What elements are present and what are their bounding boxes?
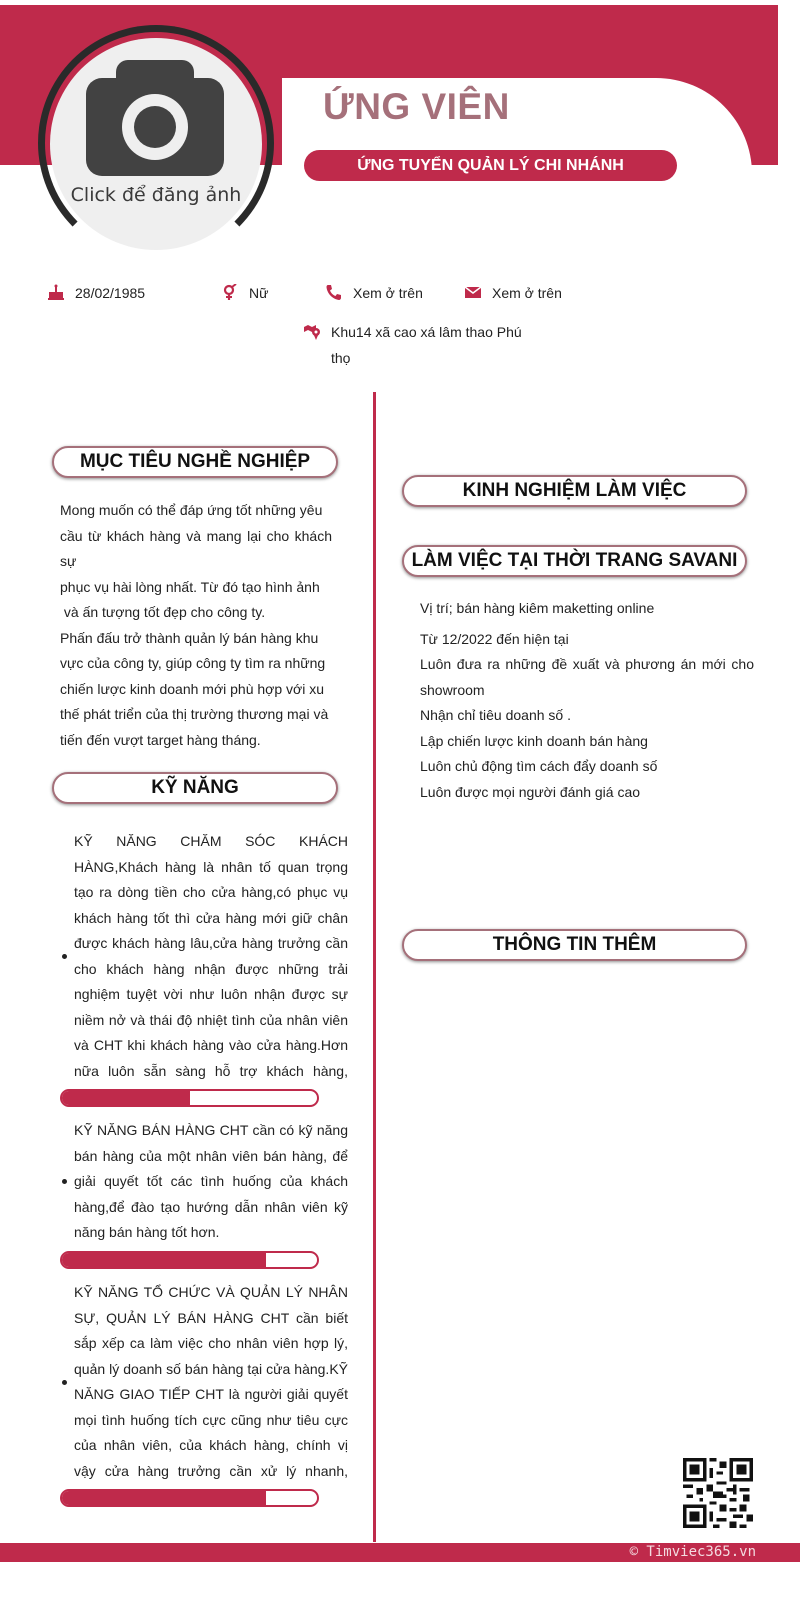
experience-line: Luôn đưa ra những đề xuất và phương án mới cho showroom <box>420 656 754 698</box>
skill-item-1 <box>62 829 348 1110</box>
contact-birthday <box>47 285 145 301</box>
skill-item-2 <box>62 1118 348 1246</box>
experience-company: LÀM VIỆC TẠI THỜI TRANG SAVANI <box>402 545 747 577</box>
address-line-2: thọ <box>331 349 351 366</box>
objective-p1: Mong muốn có thể đáp ứng tốt những yêu cầu từ khách hàng và mang lại cho khách sự phục vụ hài lòng nhất. Từ đó tạo hình ảnh và ấn tượng tốt đẹp cho công ty. <box>60 502 332 620</box>
gender-value: Nữ <box>249 285 269 301</box>
candidate-name: ỨNG VIÊN <box>323 86 510 127</box>
experience-line: Luôn được mọi người đánh giá cao <box>420 783 641 800</box>
bullet-icon <box>62 1179 67 1184</box>
avatar-upload-label: Click để đăng ảnh <box>70 184 242 206</box>
map-marker-icon <box>303 324 321 340</box>
objective-p2: Phấn đấu trở thành quản lý bán hàng khu vực của công ty, giúp công ty tìm ra những chiến lược kinh doanh mới phù hợp với xu thế phát triển của thị trường thương mại và tiến đến vượt target hàng tháng. <box>60 629 329 748</box>
envelope-icon <box>464 284 482 300</box>
skill-2-level-fill <box>62 1253 266 1267</box>
address-line-1: Khu14 xã cao xá lâm thao Phú <box>331 324 522 340</box>
footer-watermark: © Timviec365.vn <box>629 1544 756 1560</box>
contact-address <box>303 320 522 371</box>
birthday-cake-icon <box>47 284 65 300</box>
contact-gender <box>221 285 268 301</box>
experience-line: Nhận chỉ tiêu doanh số . <box>420 707 571 723</box>
section-title-objective: MỤC TIÊU NGHỀ NGHIỆP <box>52 446 338 478</box>
experience-line: Vị trí; bán hàng kiêm maketting online <box>420 600 655 616</box>
skill-2-text: KỸ NĂNG BÁN HÀNG CHT cần có kỹ năng bán hàng của một nhân viên bán hàng, để giải quyết tốt các tình huống của khách hàng,để đào tạo hướng dẫn nhân viên kỹ năng bán hàng tốt hơn. <box>74 1122 348 1240</box>
experience-line: Luôn chủ động tìm cách đẩy doanh số <box>420 758 658 774</box>
experience-line: Lập chiến lược kinh doanh bán hàng <box>420 732 648 749</box>
skill-3-level-bar <box>60 1489 319 1507</box>
skill-2-level-bar <box>60 1251 319 1269</box>
section-title-skills: KỸ NĂNG <box>52 772 338 804</box>
section-title-extra: THÔNG TIN THÊM <box>402 929 747 961</box>
bullet-icon <box>62 954 67 959</box>
contact-email <box>464 285 562 301</box>
candidate-position: ỨNG TUYỂN QUẢN LÝ CHI NHÁNH <box>304 150 677 181</box>
birthday-value: 28/02/1985 <box>75 285 146 301</box>
bullet-icon <box>62 1380 67 1385</box>
phone-icon <box>325 284 343 300</box>
section-title-experience: KINH NGHIỆM LÀM VIỆC <box>402 475 747 507</box>
experience-line: Từ 12/2022 đến hiện tại <box>420 630 569 647</box>
experience-details <box>420 596 754 805</box>
column-divider <box>373 392 376 1542</box>
qr-code-icon <box>683 1458 753 1528</box>
email-value: Xem ở trên <box>492 285 562 301</box>
skill-3-text: KỸ NĂNG TỔ CHỨC VÀ QUẢN LÝ NHÂN SỰ, QUẢN LÝ BÁN HÀNG CHT cần biết sắp xếp ca làm việc cho nhân viên hợp lý, quản lý doanh số bán hàng tại cửa hàng.KỸ NĂNG GIAO TIẾP CHT là người giải quyết mọi tình huống tích cực cũng như tiêu cực của nhân viên, của khách hàng, chính vị vậy cửa hàng trưởng cần xử lý nhanh, <box>74 1284 348 1479</box>
objective-text <box>60 498 332 753</box>
skill-1-level-bar <box>60 1089 319 1107</box>
skill-1-level-fill <box>62 1091 190 1105</box>
skill-item-3 <box>62 1280 348 1510</box>
phone-value: Xem ở trên <box>353 285 423 301</box>
skill-3-level-fill <box>62 1491 266 1505</box>
contact-phone <box>325 285 423 301</box>
gender-icon <box>221 284 239 300</box>
avatar-upload[interactable] <box>50 38 262 250</box>
skill-1-text: KỸ NĂNG CHĂM SÓC KHÁCH HÀNG,Khách hàng là nhân tố quan trọng tạo ra dòng tiền cho cửa hàng,có phục vụ khách hàng tốt thì cửa hàng mới giữ chân được khách hàng lâu,cửa hàng trưởng cần cho khách hàng nhận được những trải nghiệm tuyệt vời như luôn nhận được sự niềm nở và thái độ nhiệt tình của nhân viên và CHT khi khách hàng vào cửa hàng.Hơn nữa luôn sẵn sàng hỗ trợ khách hàng, <box>74 833 348 1079</box>
